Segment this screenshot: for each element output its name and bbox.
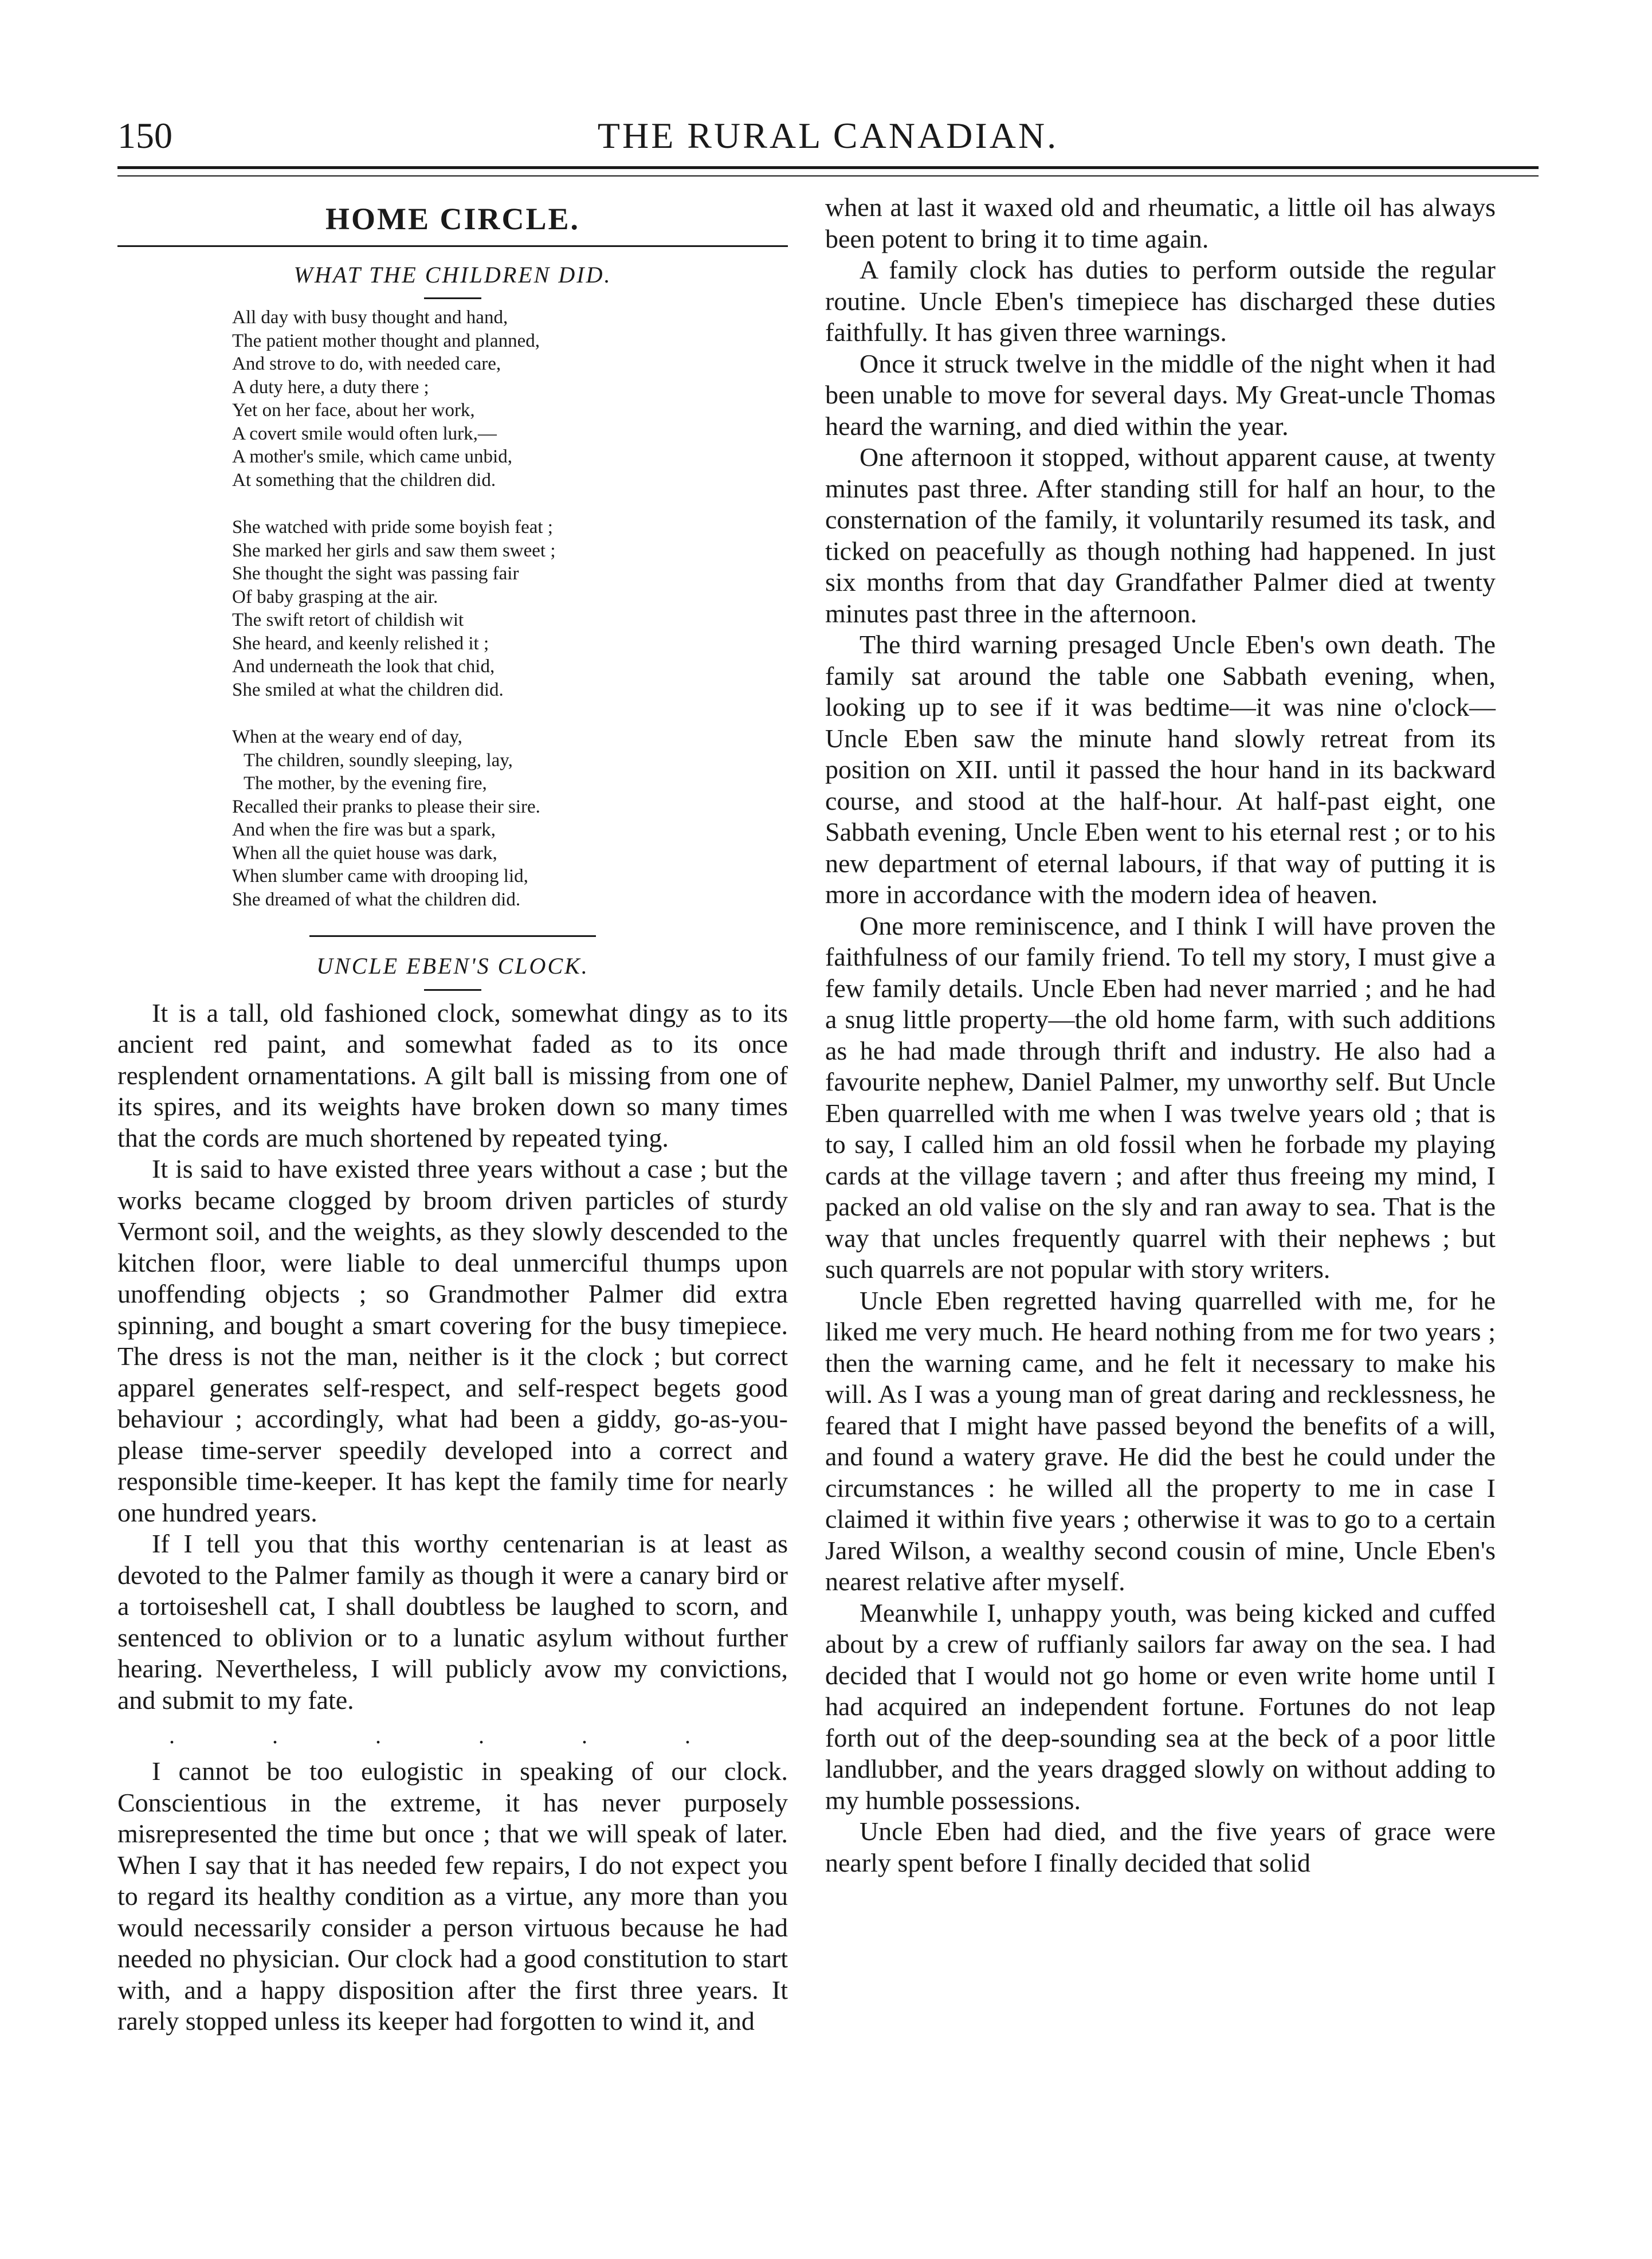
- story-paragraph: Uncle Eben regretted having quarrelled with me, for he liked me very much. He heard nothing from me for two years ; then the warning came, and he felt it necessary to make his will. As I was a young man of great daring and recklessness, he feared that I might have passed beyond the benefits of a will, and found a watery grave. He did the best he could under the circumstances : he willed all the property to me in case I claimed it within five years ; otherwise it was to go to a certain Jared Wilson, a wealthy second cousin of mine, Uncle Eben's nearest relative after myself.: [825, 1285, 1496, 1596]
- poem-line: She marked her girls and saw them sweet ;: [232, 540, 556, 561]
- poem-line: When all the quiet house was dark,: [232, 842, 497, 864]
- poem-line: The children, soundly sleeping, lay,: [244, 750, 513, 771]
- section-title: HOME CIRCLE.: [325, 202, 580, 236]
- poem-stanza-2: [232, 516, 788, 701]
- poem-line: The patient mother thought and planned,: [232, 330, 540, 351]
- story-paragraph: I cannot be too eulogistic in speaking of our clock. Conscientious in the extreme, it has never purposely misrepresented the time but once ; that we will speak of later. When I say that it has needed few repairs, I do not expect you to regard its healthy condition as a virtue, any more than you would necessarily consider a person virtuous because he had needed no physician. Our clock had a good constitution to start with, and a happy disposition after the first three years. It rarely stopped unless its keeper had forgotten to wind it, and: [117, 1756, 788, 2036]
- poem-line: Yet on her face, about her work,: [232, 400, 475, 421]
- story-paragraph: when at last it waxed old and rheumatic, a little oil has always been potent to bring it to time again.: [825, 193, 1496, 253]
- poem-line: Recalled their pranks to please their sire.: [232, 796, 540, 817]
- poem: [232, 306, 788, 911]
- poem-line: Of baby grasping at the air.: [232, 586, 438, 607]
- poem-line: And when the fire was but a spark,: [232, 819, 496, 840]
- section-break-dots: . . . . . .: [169, 1723, 736, 1748]
- story-paragraph: If I tell you that this worthy centenarian is at least as devoted to the Palmer family as though it were a canary bird or a tortoiseshell cat, I shall doubtless be laughed to scorn, and sentenced to oblivion or to a lunatic asylum without further hearing. Nevertheless, I will publicly avow my convictions, and submit to my fate.: [117, 1529, 788, 1715]
- story-paragraph: It is a tall, old fashioned clock, somewhat dingy as to its ancient red paint, and somewhat faded as to its once resplendent ornamentations. A gilt ball is missing from one of its spires, and its weights have broken down so many times that the cords are much shortened by repeated tying.: [117, 998, 788, 1152]
- poem-line: At something that the children did.: [232, 469, 496, 491]
- story-paragraph: One afternoon it stopped, without apparent cause, at twenty minutes past three. After standing still for half an hour, to the consternation of the family, it voluntarily resumed its task, and ticked on peacefully as though nothing had happened. In just six months from that day Grandfather Palmer died at twenty minutes past three in the afternoon.: [825, 442, 1496, 628]
- right-column: [825, 192, 1496, 1878]
- poem-line: All day with busy thought and hand,: [232, 307, 508, 328]
- poem-line: She dreamed of what the children did.: [232, 889, 521, 910]
- story-paragraph: The third warning presaged Uncle Eben's own death. The family sat around the table one Sabbath evening, when, looking up to see if it was bedtime—it was nine o'clock—Uncle Eben saw the minute hand slowly retreat from its position on XII. until it passed the hour hand in its backward course, and stood at the half-hour. At half-past eight, one Sabbath evening, Uncle Eben went to his eternal rest ; or to his new department of eternal labours, if that way of putting it is more in accordance with the modern idea of heaven.: [825, 630, 1496, 909]
- poem-line: She smiled at what the children did.: [232, 679, 504, 700]
- story-paragraph: A family clock has duties to perform outside the regular routine. Uncle Eben's timepiece has discharged these duties faithfully. It has given three warnings.: [825, 255, 1496, 347]
- poem-title: WHAT THE CHILDREN DID.: [293, 261, 612, 288]
- story-paragraph: Uncle Eben had died, and the five years of grace were nearly spent before I finally decided that solid: [825, 1817, 1496, 1877]
- poem-line: She watched with pride some boyish feat ;: [232, 517, 553, 538]
- header-rule-thin: [117, 175, 1539, 177]
- header-rule: [117, 166, 1539, 169]
- page-number: 150: [117, 115, 172, 156]
- poem-stanza-3: [232, 725, 788, 911]
- poem-line: A covert smile would often lurk,—: [232, 423, 497, 444]
- poem-title-rule: [424, 297, 481, 299]
- poem-line: The swift retort of childish wit: [232, 610, 464, 630]
- poem-line: When slumber came with drooping lid,: [232, 866, 528, 887]
- section-rule: [117, 245, 788, 247]
- story-paragraph: Once it struck twelve in the middle of the night when it had been unable to move for several days. My Great-uncle Thomas heard the warning, and died within the year.: [825, 348, 1496, 441]
- poem-line: The mother, by the evening fire,: [244, 773, 487, 794]
- poem-line: She thought the sight was passing fair: [232, 563, 519, 584]
- poem-stanza-1: [232, 306, 788, 492]
- poem-line: And strove to do, with needed care,: [232, 354, 501, 374]
- story-title-rule: [424, 989, 481, 991]
- poem-line: She heard, and keenly relished it ;: [232, 633, 489, 654]
- story-paragraph: It is said to have existed three years without a case ; but the works became clogged by broom driven particles of sturdy Vermont soil, and the weights, as they slowly descended to the kitchen floor, were liable to deal unmerciful thumps upon unoffending objects ; so Grandmother Palmer did extra spinning, and bought a smart covering for the busy timepiece. The dress is not the man, neither is it the clock ; but correct apparel generates self-respect, and self-respect begets good behaviour ; accordingly, what had been a giddy, go-as-you-please time-server speedily developed into a correct and responsible time-keeper. It has kept the family time for nearly one hundred years.: [117, 1154, 788, 1527]
- story-paragraph: One more reminiscence, and I think I will have proven the faithfulness of our family friend. To tell my story, I must give a few family details. Uncle Eben had never married ; and he had a snug little property—the old home farm, with such additions as he had made through thrift and industry. He also had a favourite nephew, Daniel Palmer, my unworthy self. But Uncle Eben quarrelled with me when I was twelve years old ; that is to say, I called him an old fossil when he forbade my playing cards at the village tavern ; and after thus freeing my mind, I packed an old valise on the sly and ran away to sea. That is the way that uncles frequently quarrel with their nephews ; but such quarrels are not popular with story writers.: [825, 911, 1496, 1284]
- poem-end-rule: [309, 935, 596, 937]
- story-paragraph: Meanwhile I, unhappy youth, was being kicked and cuffed about by a crew of ruffianly sailors far away on the sea. I had decided that I would not go home or even write home until I had acquired an independent fortune. Fortunes do not leap forth out of the deep-sounding sea at the beck of a poor little landlubber, and the years dragged slowly on without adding to my humble possessions.: [825, 1598, 1496, 1815]
- left-column: [117, 192, 788, 2037]
- poem-line: A mother's smile, which came unbid,: [232, 446, 512, 467]
- poem-line: A duty here, a duty there ;: [232, 376, 429, 398]
- poem-line: When at the weary end of day,: [232, 727, 462, 747]
- poem-line: And underneath the look that chid,: [232, 656, 495, 677]
- story-title: UNCLE EBEN'S CLOCK.: [316, 953, 589, 979]
- journal-title: THE RURAL CANADIAN.: [597, 115, 1059, 156]
